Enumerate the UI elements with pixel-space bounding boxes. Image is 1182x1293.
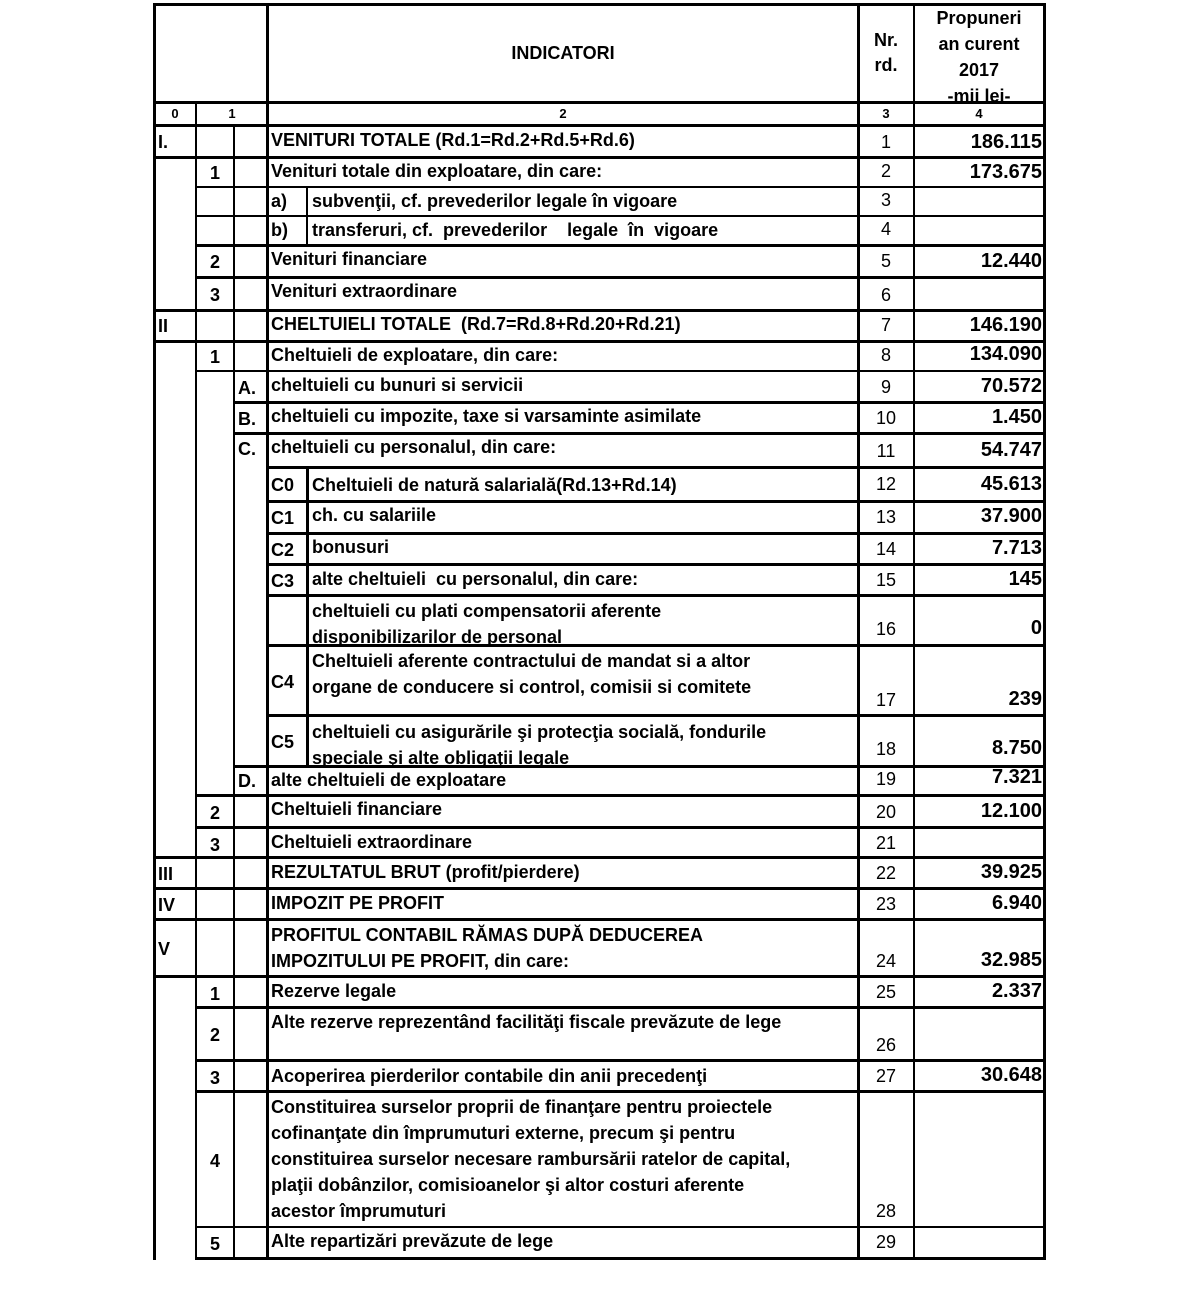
col-number: 3 xyxy=(882,106,890,121)
row-nr: 26 xyxy=(875,1035,897,1055)
row-sub: C3 xyxy=(271,571,295,591)
row-nr: 11 xyxy=(876,441,896,461)
row-label: Cheltuieli de natură salarială(Rd.13+Rd.14) xyxy=(312,475,677,495)
grid-line xyxy=(266,3,269,1260)
row-label: Alte rezerve reprezentând facilităţi fiscale prevăzute de lege xyxy=(271,1012,782,1032)
row-nr: 12 xyxy=(875,474,897,494)
row-nr: 25 xyxy=(875,982,897,1002)
row-nr: 28 xyxy=(875,1201,897,1221)
row-label-line xyxy=(271,948,703,974)
row-nr: 15 xyxy=(875,570,897,590)
row-label xyxy=(271,922,703,974)
grid-line xyxy=(195,1090,1046,1093)
row-nr: 22 xyxy=(875,863,897,883)
grid-line xyxy=(195,1226,1046,1228)
grid-line xyxy=(195,186,1046,188)
row-sub: C5 xyxy=(271,732,295,752)
header-indicatori: INDICATORI xyxy=(511,43,615,63)
row-nr: 8 xyxy=(880,345,891,365)
row-label-line: PROFITUL CONTABIL RĂMAS DUPĂ DEDUCEREA xyxy=(271,925,704,945)
grid-line xyxy=(266,594,1046,597)
row-sub: C4 xyxy=(271,672,295,692)
row-value: 6.940 xyxy=(991,892,1042,914)
header-propuneri-line: 2017 xyxy=(958,60,1000,80)
grid-line xyxy=(153,124,1046,127)
col-number: 4 xyxy=(975,106,983,121)
row-label-rest: , din care: xyxy=(484,951,570,971)
row-value: 70.572 xyxy=(980,375,1042,397)
row-label: CHELTUIELI TOTALE (Rd.7=Rd.8+Rd.20+Rd.21) xyxy=(271,314,681,334)
row-nr: 16 xyxy=(875,619,897,639)
grid-line xyxy=(153,887,1046,890)
col-number: 2 xyxy=(559,106,567,121)
grid-line xyxy=(306,467,309,767)
row-value: 37.900 xyxy=(980,505,1042,527)
grid-line xyxy=(195,1059,1046,1062)
grid-line xyxy=(233,401,1046,404)
row-label: Venituri financiare xyxy=(271,249,428,269)
grid-line xyxy=(266,466,1046,469)
row-label: Cheltuieli de exploatare, din care: xyxy=(271,345,559,365)
row-label-line: plaţii dobânzilor, comisioanelor şi altor costuri aferente xyxy=(271,1175,745,1195)
row-label xyxy=(312,598,661,650)
grid-line xyxy=(153,3,1046,6)
row-value: 2.337 xyxy=(991,980,1042,1002)
row-index: 5 xyxy=(209,1234,220,1254)
header-nr-rd xyxy=(858,28,914,78)
grid-line xyxy=(153,918,1046,921)
row-label-bold: IMPOZITULUI PE PROFIT xyxy=(271,951,485,971)
grid-line xyxy=(195,215,1046,217)
row-nr: 13 xyxy=(875,507,897,527)
grid-line xyxy=(266,714,1046,717)
header-rd-line: rd. xyxy=(874,55,898,75)
row-sub: C2 xyxy=(271,540,295,560)
row-nr: 19 xyxy=(875,769,897,789)
row-nr: 23 xyxy=(875,894,897,914)
row-label: Cheltuieli extraordinare xyxy=(271,832,473,852)
col-number: 0 xyxy=(171,106,179,121)
row-label: IMPOZIT PE PROFIT xyxy=(271,893,445,913)
grid-line xyxy=(153,101,1046,104)
row-nr: 17 xyxy=(875,690,897,710)
row-label-line: cofinanţate din împrumuturi externe, precum şi pentru xyxy=(271,1123,736,1143)
row-roman: II xyxy=(158,316,169,336)
row-value: 7.713 xyxy=(991,537,1042,559)
row-label: Alte repartizări prevăzute de lege xyxy=(271,1231,554,1251)
grid-line xyxy=(1043,3,1046,1260)
row-value: 30.648 xyxy=(980,1064,1042,1086)
row-label-line: speciale şi alte obligaţii legale xyxy=(312,748,570,768)
row-nr: 29 xyxy=(875,1232,897,1252)
row-label-line: constituirea surselor necesare rambursării ratelor de capital, xyxy=(271,1149,791,1169)
row-nr: 24 xyxy=(875,951,897,971)
row-label: alte cheltuieli cu personalul, din care: xyxy=(312,569,639,589)
row-nr: 5 xyxy=(880,251,891,271)
row-nr: 2 xyxy=(880,161,891,181)
row-value: 8.750 xyxy=(991,737,1042,759)
row-roman: I. xyxy=(158,132,169,152)
row-label: cheltuieli cu personalul, din care: xyxy=(271,437,557,457)
header-propuneri xyxy=(914,5,1044,101)
row-value: 173.675 xyxy=(969,161,1042,183)
row-label: cheltuieli cu bunuri si servicii xyxy=(271,375,524,395)
row-value: 186.115 xyxy=(970,131,1042,153)
row-label-line: cheltuieli cu plati compensatorii aferente xyxy=(312,601,662,621)
row-nr: 7 xyxy=(880,315,891,335)
row-nr: 3 xyxy=(880,190,891,210)
header-propuneri-line: Propuneri xyxy=(936,8,1022,28)
row-value: 54.747 xyxy=(980,439,1042,461)
row-nr: 6 xyxy=(880,285,891,305)
row-nr: 27 xyxy=(875,1066,897,1086)
row-label: Venituri totale din exploatare, din care: xyxy=(271,161,603,181)
row-index: 3 xyxy=(209,835,220,855)
row-nr: 10 xyxy=(875,408,897,428)
grid-line xyxy=(306,187,308,245)
row-nr: 4 xyxy=(880,219,891,239)
row-letter: B. xyxy=(238,409,256,429)
row-roman: IV xyxy=(158,895,176,915)
grid-line xyxy=(233,432,1046,435)
row-label: bonusuri xyxy=(312,537,389,557)
row-label: VENITURI TOTALE (Rd.1=Rd.2+Rd.5+Rd.6) xyxy=(271,130,635,150)
row-label: cheltuieli cu impozite, taxe si varsaminte asimilate xyxy=(271,406,702,426)
row-index: 4 xyxy=(209,1151,220,1171)
row-sub: a) xyxy=(271,191,288,211)
grid-line xyxy=(153,340,1046,343)
row-index: 1 xyxy=(209,163,220,183)
row-value: 39.925 xyxy=(980,861,1042,883)
row-label: Cheltuieli financiare xyxy=(271,799,443,819)
row-sub: b) xyxy=(271,220,288,240)
row-nr: 21 xyxy=(875,833,897,853)
grid-line xyxy=(195,1257,1046,1260)
grid-line xyxy=(153,156,1046,159)
row-label-line: Cheltuieli aferente contractului de mandat si a altor xyxy=(312,651,751,671)
header-propuneri-line: -mii lei- xyxy=(947,86,1011,101)
row-value: 145 xyxy=(1008,568,1042,590)
row-label-bold: REZULTATUL BRUT xyxy=(271,862,441,882)
row-value: 239 xyxy=(1008,688,1042,710)
grid-line xyxy=(195,794,1046,797)
row-label: Rezerve legale xyxy=(271,981,397,1001)
grid-line xyxy=(153,3,156,1260)
row-letter: C. xyxy=(238,439,256,459)
row-index: 1 xyxy=(209,347,220,367)
row-index: 1 xyxy=(209,984,220,1004)
row-label xyxy=(312,648,751,700)
row-label-line: organe de conducere si control, comisii si comitete xyxy=(312,677,752,697)
row-nr: 18 xyxy=(875,739,897,759)
row-value: 1.450 xyxy=(991,406,1042,428)
row-roman: III xyxy=(158,864,174,884)
grid-line xyxy=(195,1006,1046,1009)
grid-line xyxy=(153,975,1046,978)
row-nr: 14 xyxy=(875,539,897,559)
row-nr: 20 xyxy=(875,802,897,822)
row-value: 32.985 xyxy=(980,949,1042,971)
row-sub: C0 xyxy=(271,475,295,495)
row-label: Acoperirea pierderilor contabile din anii precedenţi xyxy=(271,1066,708,1086)
grid-line xyxy=(195,826,1046,829)
row-index: 2 xyxy=(209,1025,220,1045)
row-label: alte cheltuieli de exploatare xyxy=(271,770,507,790)
grid-line xyxy=(195,244,1046,247)
row-sub: C1 xyxy=(271,508,295,528)
row-letter: A. xyxy=(238,378,256,398)
row-index: 2 xyxy=(209,252,220,272)
row-nr: 1 xyxy=(880,132,891,152)
row-label xyxy=(312,719,766,771)
grid-line xyxy=(153,309,1046,312)
grid-line xyxy=(153,856,1046,859)
row-label-rest: (profit/pierdere) xyxy=(440,862,580,882)
row-letter: D. xyxy=(238,771,256,791)
row-value: 12.440 xyxy=(980,250,1042,272)
row-label: ch. cu salariile xyxy=(312,505,437,525)
row-label xyxy=(271,861,580,883)
grid-line xyxy=(266,500,1046,503)
row-index: 3 xyxy=(209,1068,220,1088)
col-number: 1 xyxy=(228,106,236,121)
row-label: subvenţii, cf. prevederilor legale în vigoare xyxy=(312,191,678,211)
header-nr-line: Nr. xyxy=(873,30,898,50)
row-index: 3 xyxy=(209,285,220,305)
grid-line xyxy=(266,563,1046,566)
row-value: 0 xyxy=(1030,617,1042,639)
row-index: 2 xyxy=(209,803,220,823)
grid-line xyxy=(195,276,1046,279)
row-label: transferuri, cf. prevederilor legale în vigoare xyxy=(312,220,719,240)
row-label-line: acestor împrumuturi xyxy=(271,1201,447,1221)
header-propuneri-line: an curent xyxy=(938,34,1020,54)
row-value: 12.100 xyxy=(980,800,1042,822)
row-label xyxy=(271,1094,790,1224)
row-value: 45.613 xyxy=(980,473,1042,495)
grid-line xyxy=(266,532,1046,535)
row-value: 134.090 xyxy=(969,343,1042,365)
row-label: Venituri extraordinare xyxy=(271,281,458,301)
row-value: 146.190 xyxy=(969,314,1042,336)
row-label-line: cheltuieli cu asigurările şi protecţia socială, fondurile xyxy=(312,722,767,742)
row-nr: 9 xyxy=(880,377,891,397)
row-roman: V xyxy=(158,939,171,959)
row-value: 7.321 xyxy=(991,766,1042,788)
row-label-line: Constituirea surselor proprii de finanţare pentru proiectele xyxy=(271,1097,773,1117)
grid-line xyxy=(195,370,1046,372)
row-label-line: disponibilizarilor de personal xyxy=(312,627,563,647)
